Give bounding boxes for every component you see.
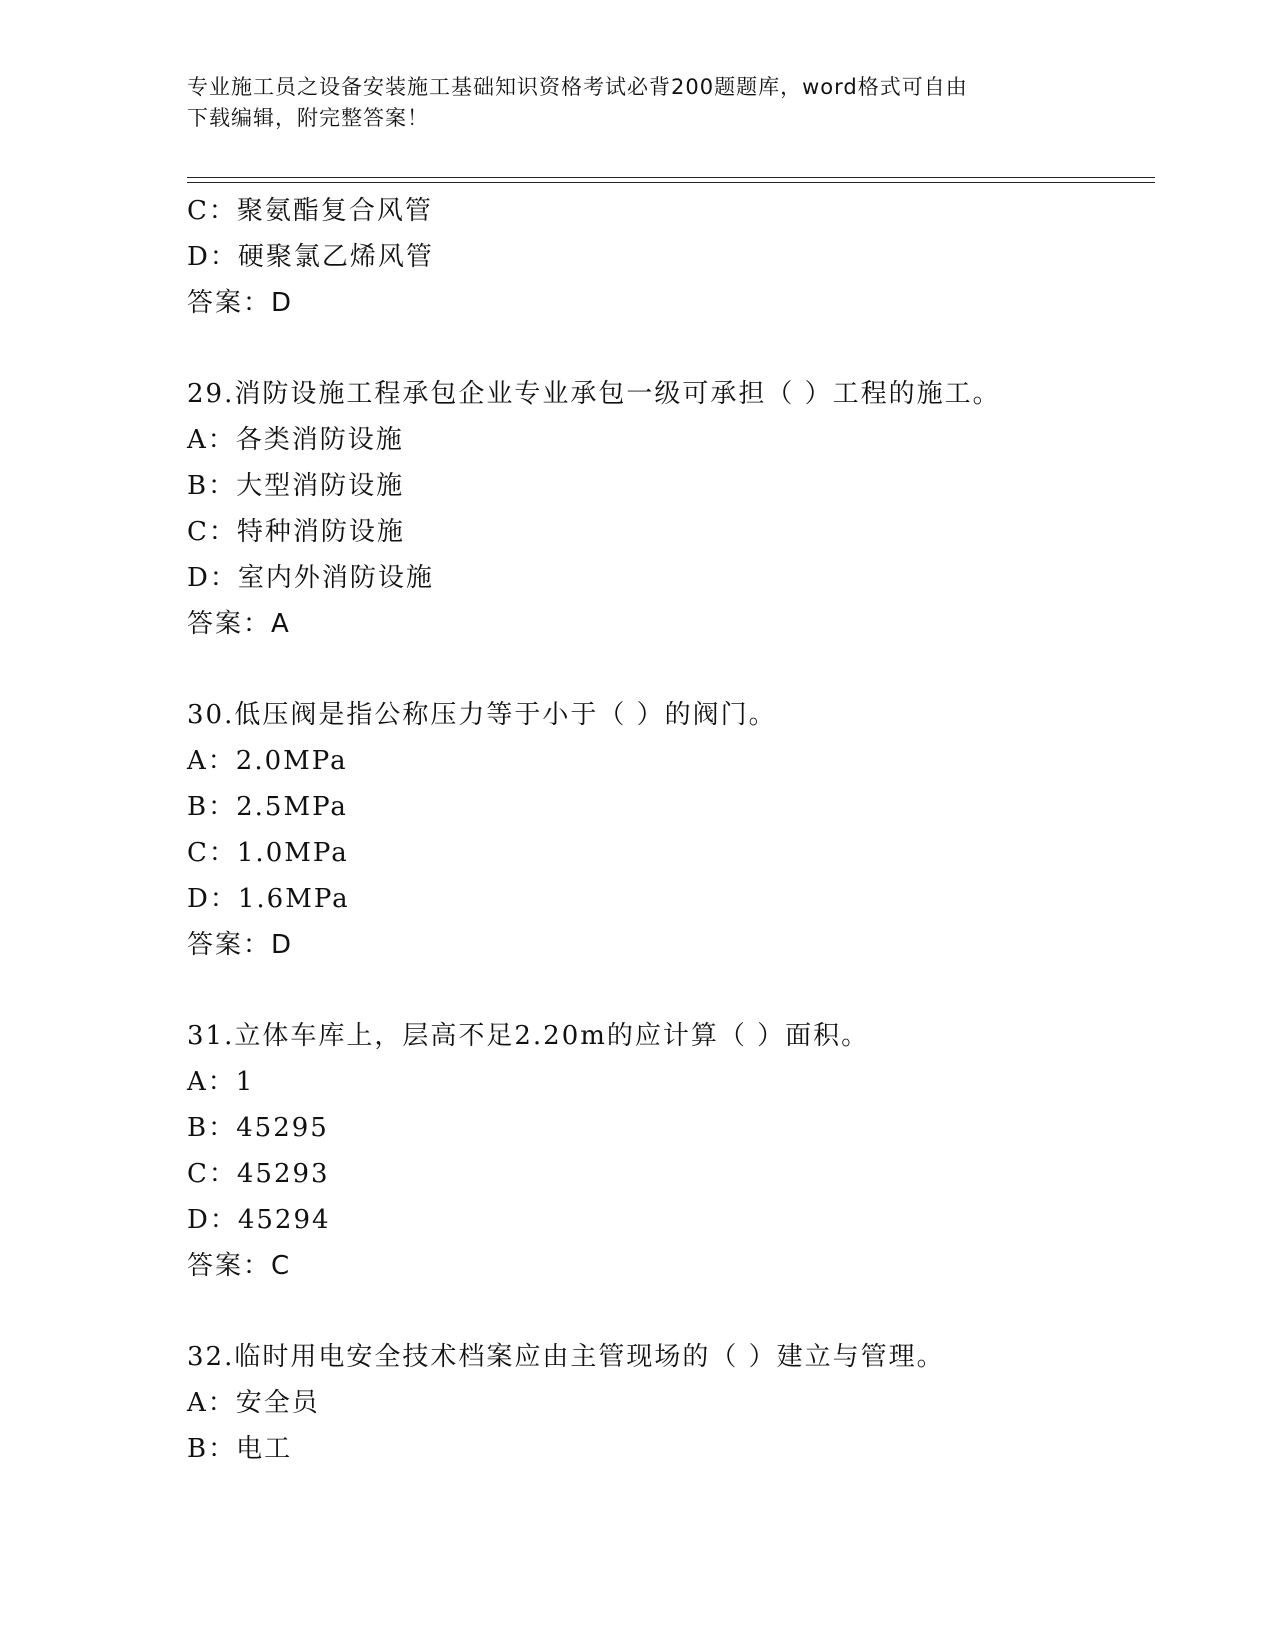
question-28-option-c: C：聚氨酯复合风管 [187, 196, 433, 226]
question-29-answer: 答案：A [187, 609, 291, 639]
question-28-option-d: D：硬聚氯乙烯风管 [187, 242, 434, 272]
question-30-text: 30.低压阀是指公称压力等于小于（ ）的阀门。 [187, 700, 777, 730]
question-30-option-d: D：1.6MPa [187, 884, 350, 914]
question-31-option-a: A：1 [187, 1067, 255, 1097]
question-32-option-a: A：安全员 [187, 1388, 320, 1418]
question-29-option-b: B：大型消防设施 [187, 471, 405, 501]
spacer [187, 1289, 1155, 1334]
question-29-text: 29.消防设施工程承包企业专业承包一级可承担（ ）工程的施工。 [187, 379, 1001, 409]
question-29 [187, 371, 1155, 647]
question-30 [187, 692, 1155, 968]
question-32-option-b: B：电工 [187, 1434, 293, 1464]
question-31-option-d: D：45294 [187, 1205, 331, 1235]
question-30-answer: 答案：D [187, 930, 294, 960]
question-32 [187, 1334, 1155, 1472]
question-31-text: 31.立体车库上，层高不足2.20m的应计算（ ）面积。 [187, 1021, 870, 1051]
spacer [187, 968, 1155, 1013]
question-29-option-a: A：各类消防设施 [187, 425, 404, 455]
header-divider-bottom [187, 182, 1155, 183]
spacer [187, 647, 1155, 692]
question-31 [187, 1013, 1155, 1289]
question-28-answer: 答案：D [187, 288, 294, 318]
question-30-option-a: A：2.0MPa [187, 746, 348, 776]
header-divider-top [187, 177, 1155, 178]
question-29-option-d: D：室内外消防设施 [187, 563, 434, 593]
question-28-continued [187, 188, 1155, 326]
question-30-option-c: C：1.0MPa [187, 838, 349, 868]
question-31-answer: 答案：C [187, 1251, 292, 1281]
document-header [187, 72, 1087, 134]
question-32-text: 32.临时用电安全技术档案应由主管现场的（ ）建立与管理。 [187, 1342, 945, 1372]
question-list [187, 188, 1155, 1472]
header-title-line-2: 下载编辑，附完整答案！ [187, 106, 429, 130]
question-29-option-c: C：特种消防设施 [187, 517, 405, 547]
question-30-option-b: B：2.5MPa [187, 792, 348, 822]
spacer [187, 326, 1155, 371]
question-31-option-b: B：45295 [187, 1113, 329, 1143]
header-title-line-1: 专业施工员之设备安装施工基础知识资格考试必背200题题库，word格式可自由 [187, 75, 968, 99]
question-31-option-c: C：45293 [187, 1159, 330, 1189]
